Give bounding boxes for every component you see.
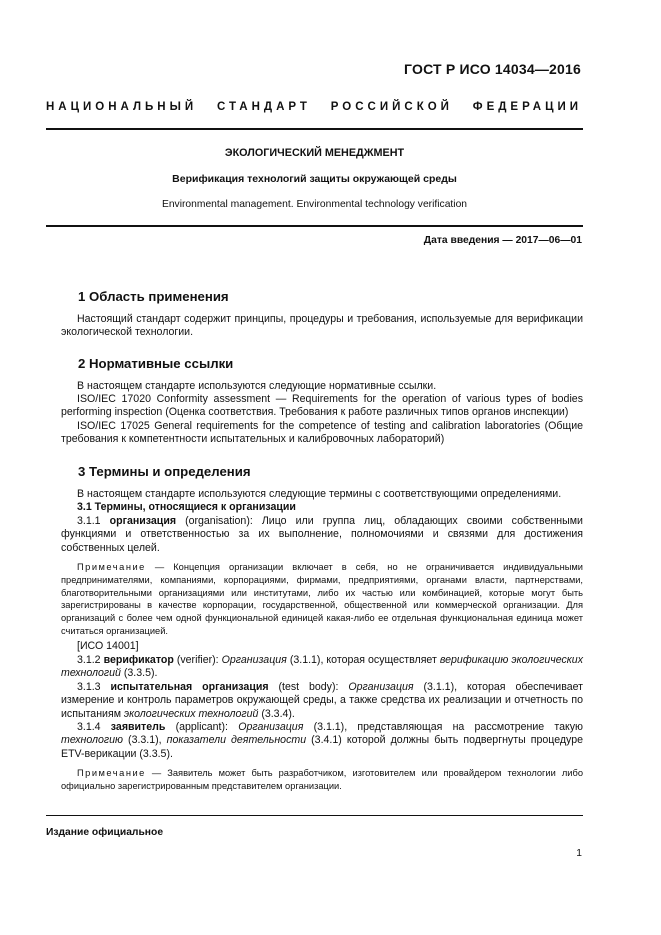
paragraph: Настоящий стандарт содержит принципы, процедуры и требования, используемые для верификации экологической технологии.	[61, 313, 583, 339]
term-definition	[61, 681, 583, 721]
term-name: организация	[109, 515, 177, 527]
term-text: (applicant):	[165, 721, 239, 733]
introduction-date: Дата введения — 2017—06—01	[423, 235, 582, 246]
national-standard-banner	[46, 101, 582, 113]
term-ref: показатели деятельности	[166, 734, 307, 747]
term-name: заявитель	[110, 721, 166, 733]
term-ref: экологических технологий	[123, 707, 259, 720]
section-heading: 2 Нормативные ссылки	[78, 356, 234, 371]
term-text: (3.1.1), представляющая на рассмотрение такую	[303, 721, 583, 733]
term-name: верификатор	[103, 654, 174, 666]
term-text: (3.1.1), которая осуществляет	[286, 654, 440, 666]
note	[61, 767, 583, 793]
section-heading: 3 Термины и определения	[78, 464, 251, 479]
note-label: Примечание	[77, 562, 146, 572]
term-text: (3.3.1),	[123, 734, 167, 747]
reference-item: ISO/IEC 17020 Conformity assessment — Requirements for the operation of various types of bodies performing inspection (Оценка соответствия. Требования к работе различных типов органов инспекции)	[61, 393, 583, 419]
section-heading: 1 Область применения	[78, 289, 229, 304]
banner-word: НАЦИОНАЛЬНЫЙ	[46, 101, 198, 113]
banner-word: СТАНДАРТ	[216, 101, 311, 113]
note	[61, 561, 583, 638]
page-number: 1	[576, 848, 582, 859]
paragraph: В настоящем стандарте используются следующие термины с соответствующими определениями.	[77, 488, 562, 500]
document-title: ЭКОЛОГИЧЕСКИЙ МЕНЕДЖМЕНТ	[224, 147, 405, 159]
standard-code: ГОСТ Р ИСО 14034—2016	[404, 61, 581, 77]
subsection-heading: 3.1 Термины, относящиеся к организации	[77, 501, 296, 513]
reference-item: ISO/IEC 17025 General requirements for the competence of testing and calibration laboratories (Общие требования к компетентности испытательных и калибровочных лабораторий)	[61, 420, 583, 446]
term-number: 3.1.2	[77, 654, 101, 666]
term-ref: Организация	[348, 681, 414, 693]
document-subtitle: Верификация технологий защиты окружающей среды	[172, 173, 457, 185]
term-text: (3.3.4).	[258, 707, 295, 720]
banner-word: ФЕДЕРАЦИИ	[472, 101, 582, 113]
term-name: испытательная организация	[110, 681, 269, 693]
term-ref: Организация	[238, 721, 304, 733]
term-text: (3.1.1), которая обеспечивает измерение и контроль параметров окружающей среды, а также средства их реализации и отчетность по испытаниям	[61, 681, 583, 720]
term-text: (3.3.5).	[120, 667, 158, 680]
header-rule	[46, 128, 583, 130]
term-definition	[61, 654, 583, 681]
term-number: 3.1.4	[77, 721, 101, 733]
footer-rule	[46, 815, 583, 816]
note-label: Примечание	[77, 768, 146, 778]
term-definition	[61, 515, 583, 555]
term-text: (verifier):	[176, 654, 222, 666]
note-text: — Концепция организации включает в себя, но не ограничивается индивидуальными предпринимателями, компаниями, корпорациями, фирмами, предприятиями, органами власти, партнерствами, благотворительными организациями или институтами, либо их частью или комбинацией, которые могут быть зарегистрированы в качестве корпорации, государственной, общественной или коммерческой организации. Для организаций с более чем одной функциональной единицей какая-либо ее отдельная функциональная единица может считаться организацией.	[61, 562, 583, 636]
term-definition	[61, 721, 583, 761]
term-ref: верификацию экологических технологий	[61, 654, 583, 680]
term-ref: Организация	[221, 654, 287, 666]
note-text: — Заявитель может быть разработчиком, изготовителем или провайдером технологии либо официально зарегистрированным представителем организации.	[61, 768, 583, 791]
term-source: [ИСО 14001]	[77, 640, 139, 652]
document-title-english: Environmental management. Environmental technology verification	[161, 199, 468, 210]
term-ref: технологию	[61, 734, 123, 747]
title-rule	[46, 225, 583, 227]
official-edition-label: Издание официальное	[46, 827, 164, 838]
term-text: (3.4.1) которой должны быть подвергнуты процедуре ETV-верикации (3.3.5).	[61, 734, 583, 760]
term-number: 3.1.3	[77, 681, 101, 693]
term-text: (test body):	[268, 681, 349, 693]
term-number: 3.1.1	[77, 515, 101, 527]
paragraph: В настоящем стандарте используются следующие нормативные ссылки.	[77, 380, 437, 392]
term-text: (organisation): Лицо или группа лиц, обладающих своими собственными функциями и ответственностью за их выполнение, полномочиями и связями для достижения собственных целей.	[61, 515, 583, 554]
banner-word: РОССИЙСКОЙ	[330, 101, 453, 113]
